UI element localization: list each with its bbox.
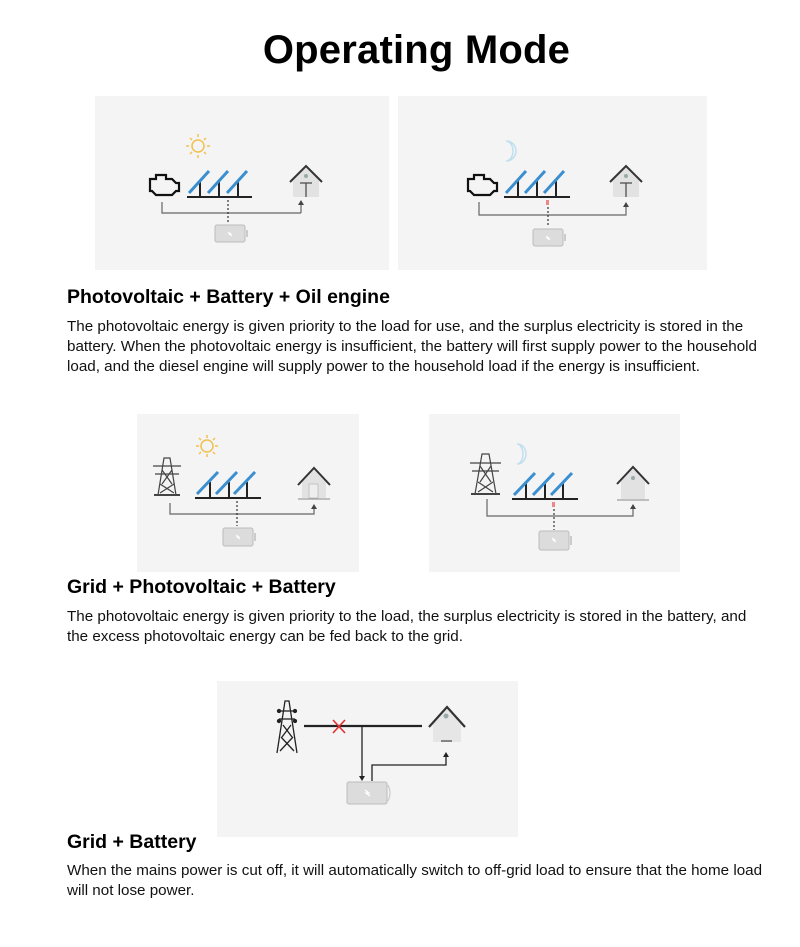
power-flow-lines [479, 200, 629, 227]
solar-panels-icon [504, 171, 570, 197]
moon-icon [506, 141, 516, 161]
diagram-pv-battery-oil-day [95, 96, 389, 270]
oil-engine-icon [468, 175, 497, 195]
house-icon [298, 468, 330, 499]
section-description: The photovoltaic energy is given priority to the load, the surplus electricity is stored in the battery, and the excess photovoltaic energy can be fed back to the grid. [67, 608, 747, 645]
house-icon [429, 707, 465, 742]
diagram-pv-battery-oil-night [398, 96, 707, 270]
power-flow-lines [487, 499, 636, 530]
house-icon [617, 467, 649, 500]
diagram-grid-battery-outage [217, 681, 518, 837]
power-flow-lines [162, 200, 304, 223]
battery-icon [223, 528, 256, 546]
diagram-svg [398, 96, 707, 270]
diagram-grid-pv-battery-night [429, 414, 680, 572]
power-flow-lines [170, 501, 317, 526]
diagram-svg [137, 414, 359, 572]
battery-icon [533, 229, 566, 246]
battery-icon [347, 782, 390, 804]
section-description: When the mains power is cut off, it will automatically switch to off-grid load to ensure that the home load will not lose power. [67, 862, 763, 899]
house-icon [610, 166, 642, 197]
battery-icon [215, 225, 248, 242]
transmission-tower-icon [470, 454, 501, 494]
battery-icon [539, 531, 572, 550]
diagram-grid-pv-battery-day [137, 414, 359, 572]
solar-panels-icon [187, 171, 252, 197]
section-heading: Photovoltaic + Battery + Oil engine [67, 286, 390, 308]
transmission-tower-icon [153, 458, 181, 495]
moon-icon [517, 444, 526, 464]
diagram-svg [217, 681, 518, 837]
solar-panels-icon [195, 472, 261, 498]
solar-panels-icon [512, 473, 578, 499]
section-description: The photovoltaic energy is given priority to the load for use, and the surplus electricity is stored in the battery. When the photovoltaic energy is insufficient, the battery will first supply power to the household load, and the diesel engine will supply power to the household load if the energy is insufficient. [67, 318, 757, 375]
page-title: Operating Mode [262, 28, 571, 72]
section-heading: Grid + Battery [67, 831, 197, 853]
house-icon [290, 166, 322, 197]
transmission-tower-icon [277, 701, 297, 753]
diagram-svg [95, 96, 389, 270]
oil-engine-icon [150, 175, 179, 195]
section-heading: Grid + Photovoltaic + Battery [67, 576, 336, 598]
diagram-svg [429, 414, 680, 572]
sun-icon [186, 134, 210, 158]
sun-icon [196, 435, 218, 457]
